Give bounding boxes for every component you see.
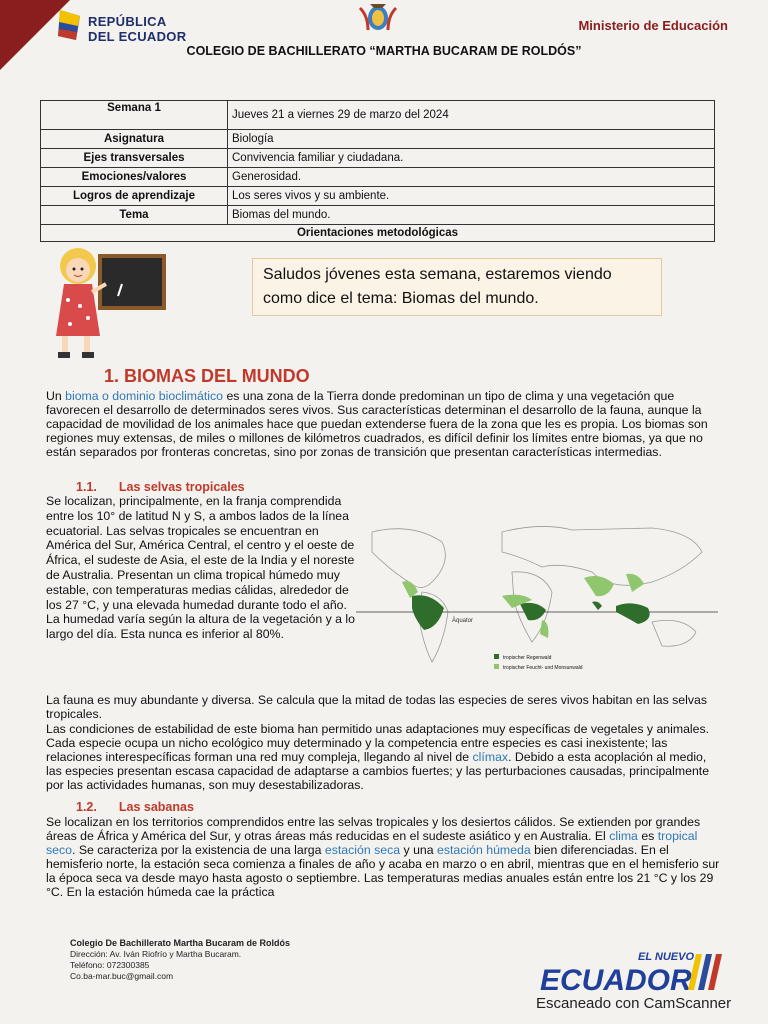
svg-text:EL NUEVO: EL NUEVO bbox=[638, 951, 695, 963]
inline-link[interactable]: clímax bbox=[472, 750, 509, 764]
table-row bbox=[41, 187, 715, 206]
table-label: Logros de aprendizaje bbox=[41, 187, 228, 206]
ministry-name: Ministerio de Educación bbox=[578, 18, 728, 33]
savanna-text: Se localizan en los territorios comprendidos entre las selvas tropicales y los desiertos cálidos. Se extienden por grandes áreas de África y América del Sur, y otras áreas más reducidas en el sudeste asiático y en Australia. El clima es tropical seco. Se caracteriza por la existencia de una larga estación seca y una estación húmeda bien diferenciadas. En el hemisferio norte, la estación seca comienza a finales de año y acaba en marzo o en abril, mientras que en el hemisferio sur la época seca va desde mayo hasta agosto o septiembre. Las temperaturas medias anuales están entre los 21 °C y los 29 °C. En la estación húmeda cae la práctica bbox=[46, 815, 720, 899]
republic-name: REPÚBLICA DEL ECUADOR bbox=[88, 14, 187, 44]
table-row bbox=[41, 149, 715, 168]
svg-text:ECUADOR: ECUADOR bbox=[540, 964, 692, 996]
legend-label: tropischer Feucht- und Monsunwald bbox=[503, 665, 583, 671]
table-row bbox=[41, 130, 715, 149]
orientations-header: Orientaciones metodológicas bbox=[41, 225, 715, 242]
table-value: Biomas del mundo. bbox=[228, 206, 715, 225]
table-row bbox=[41, 225, 715, 242]
rainforest-text: Se localizan, principalmente, en la franja comprendida entre los 10° de latitud N y S, a ambos lados de la línea ecuatorial. Las selvas tropicales se encuentran en América del Sur, América Central, el centro y el oeste de África, el sudeste de Asia, el este de la India y el noreste de Australia. Presentan un clima tropical húmedo muy estable, con temperaturas medias cálidas, alrededor de los 27 °C, y una elevada humedad durante todo el año. La humedad varía según la altura de la vegetación y a lo largo del día. Esta nunca es inferior al 80%. bbox=[46, 494, 355, 642]
table-value: Generosidad. bbox=[228, 168, 715, 187]
table-row bbox=[41, 168, 715, 187]
table-label: Asignatura bbox=[41, 130, 228, 149]
footer-contact: Colegio De Bachillerato Martha Bucaram de Roldós Dirección: Av. Iván Riofrío y Martha Bucaram. Teléfono: 072300385 Co.ba-mar.buc@gmail.com bbox=[70, 938, 291, 981]
inline-link[interactable]: estación seca bbox=[324, 843, 401, 857]
table-value: Jueves 21 a viernes 29 de marzo del 2024 bbox=[228, 101, 715, 130]
el-nuevo-ecuador-logo-icon bbox=[538, 946, 728, 996]
table-label: Ejes transversales bbox=[41, 149, 228, 168]
greeting-box: Saludos jóvenes esta semana, estaremos viendo como dice el tema: Biomas del mundo. bbox=[252, 258, 662, 316]
inline-link[interactable]: estación húmeda bbox=[437, 843, 531, 857]
section-title: 1. BIOMAS DEL MUNDO bbox=[104, 366, 310, 386]
ecuador-flag-icon bbox=[56, 8, 84, 44]
table-label: Emociones/valores bbox=[41, 168, 228, 187]
inline-link[interactable]: clima bbox=[609, 829, 638, 843]
inline-link[interactable]: bioma o dominio bioclimático bbox=[65, 389, 224, 403]
table-row bbox=[41, 101, 715, 130]
stability-text: Las condiciones de estabilidad de este bioma han permitido unas adaptaciones muy específicas de vegetales y animales. Cada especie ocupa un nicho ecológico muy determinado y la competencia entre especies es casi inexistente; las relaciones interespecíficas forman una red muy compleja, llegando al nivel de clímax. Debido a esta acoplación al medio, las especies presentan escasa capacidad de adaptarse a cambios fuertes; y las perturbaciones causadas, principalmente por las actividades humanas, son muy desestabilizadoras. bbox=[46, 722, 710, 792]
table-value: Convivencia familiar y ciudadana. bbox=[228, 149, 715, 168]
table-row bbox=[41, 206, 715, 225]
coat-of-arms-icon bbox=[356, 2, 400, 34]
table-value: Los seres vivos y su ambiente. bbox=[228, 187, 715, 206]
scanner-watermark: Escaneado con CamScanner bbox=[536, 995, 732, 1012]
biome-definition: Un bioma o dominio bioclimático es una zona de la Tierra donde predominan un tipo de clima y una vegetación que favorecen el desarrollo de determinados seres vivos. Sus características determinan el desarrollo de la fauna, aunque la capacidad de movilidad de los animales hace que puedan extenderse fuera de la zona que les es propia. Los biomas son regiones muy extensas, de miles o millones de kilómetros cuadrados, es difícil definir los límites entre biomas, ya que no están separados por fronteras concretas, sino por zonas de transición que presentan características intermedias. bbox=[46, 389, 708, 459]
table-value: Biología bbox=[228, 130, 715, 149]
equator-label: Äquator bbox=[452, 618, 474, 624]
teacher-illustration-icon bbox=[44, 244, 174, 364]
table-label: Semana 1 bbox=[41, 101, 228, 130]
subsection-title: 1.1. Las selvas tropicales bbox=[76, 480, 245, 494]
legend-label: tropischer Regenwald bbox=[503, 655, 552, 661]
info-table bbox=[40, 100, 715, 242]
school-title: COLEGIO DE BACHILLERATO “MARTHA BUCARAM DE ROLDÓS” bbox=[186, 44, 582, 58]
table-label: Tema bbox=[41, 206, 228, 225]
inline-link[interactable]: tropical seco bbox=[46, 829, 698, 857]
fauna-text: La fauna es muy abundante y diversa. Se calcula que la mitad de todas las especies de seres vivos habitan en las selvas tropicales. bbox=[46, 693, 708, 721]
world-map-figure bbox=[352, 512, 722, 692]
subsection-title: 1.2. Las sabanas bbox=[76, 800, 194, 814]
